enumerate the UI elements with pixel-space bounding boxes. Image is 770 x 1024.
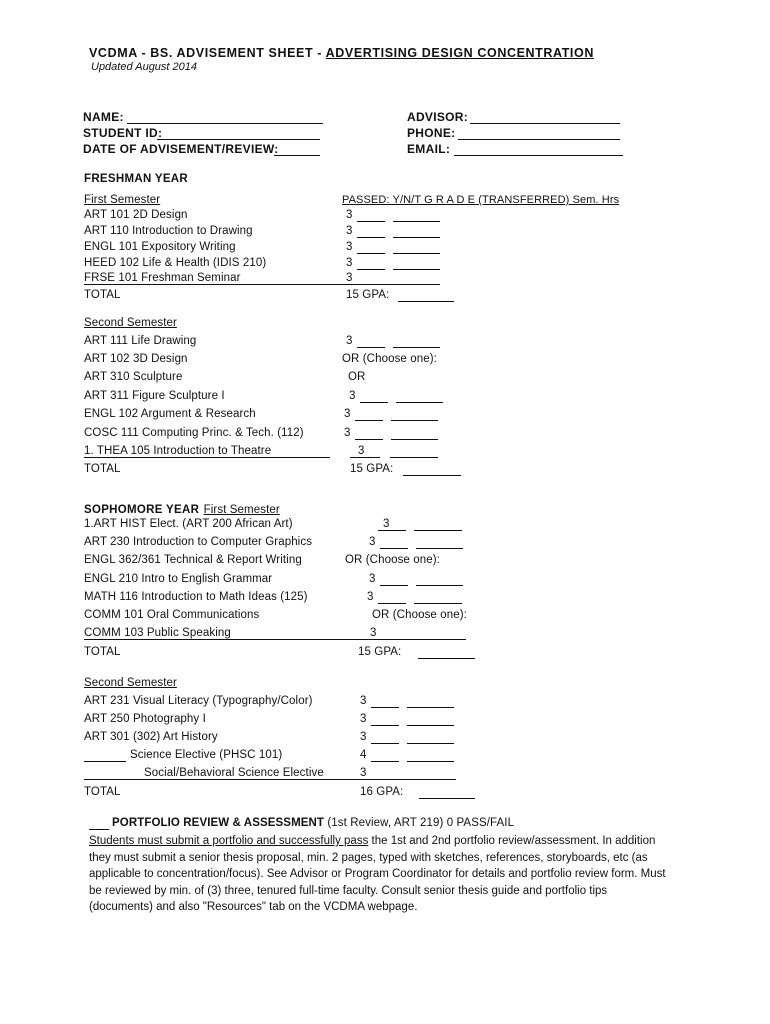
course-name: Social/Behavioral Science Elective [144, 767, 324, 779]
course-name: COSC 111 Computing Princ. & Tech. (112) [84, 427, 304, 439]
portfolio-check-blank[interactable] [89, 829, 109, 830]
passed-field[interactable] [357, 269, 385, 270]
course-name: ART 102 3D Design [84, 353, 188, 365]
portfolio-title-row [112, 817, 514, 829]
gpa-field[interactable] [398, 301, 454, 302]
course-hrs: 3 [369, 573, 376, 585]
course-hrs: 4 [360, 749, 367, 761]
course-hrs: 3 [346, 241, 353, 253]
name-label: NAME: [83, 110, 124, 124]
course-name: COMM 101 Oral Communications [84, 609, 260, 621]
portfolio-lead-underlined: Students must submit a portfolio and successfully pass [89, 835, 369, 847]
total-value: 15 GPA: [350, 463, 394, 475]
grade-field[interactable] [391, 439, 438, 440]
passed-field[interactable] [357, 253, 385, 254]
course-hrs: 3 [360, 731, 367, 743]
grade-field[interactable] [407, 761, 454, 762]
student-id-field[interactable] [157, 139, 320, 140]
updated-date: Updated August 2014 [91, 61, 198, 73]
gpa-field[interactable] [403, 475, 461, 476]
course-hrs: OR (Choose one): [345, 554, 440, 566]
course-name: 1.ART HIST Elect. (ART 200 African Art) [84, 518, 293, 530]
course-name: COMM 103 Public Speaking [84, 627, 231, 639]
date-label: DATE OF ADVISEMENT/REVIEW: [83, 142, 279, 156]
passed-field[interactable] [378, 603, 406, 604]
course-hrs: 3 [344, 408, 351, 420]
portfolio-body-text: review/assessment. In addition they must submit a senior thesis proposal, min. 2 pages, typed with sketches, references, storyboards, etc (as applicable to concentration/focus). See Advisor or Program Coordinator for details and portfolio review form. Must be reviewed by min. of (3) three, tenured full-time faculty. Consult senior thesis guide and portfolio tips (documents) and also "Resources" tab on the VCDMA webpage. [89, 835, 666, 913]
sophomore-heading-row [84, 500, 280, 518]
freshman-second-semester-label: Second Semester [84, 317, 177, 329]
course-name: 1. THEA 105 Introduction to Theatre [84, 445, 272, 457]
course-name: HEED 102 Life & Health (IDIS 210) [84, 257, 267, 269]
passed-field[interactable] [355, 439, 383, 440]
total-value: 15 GPA: [346, 289, 390, 301]
columns-header: PASSED: Y/N/T G R A D E (TRANSFERRED) Sem. Hrs [342, 194, 620, 206]
course-name: ART 101 2D Design [84, 209, 188, 221]
sophomore-first-semester-label: First Semester [203, 504, 280, 516]
advisor-field[interactable] [470, 123, 620, 124]
course-hrs: 3 [383, 518, 390, 530]
grade-field[interactable] [407, 743, 454, 744]
passed-field[interactable] [371, 707, 399, 708]
course-name: ART 230 Introduction to Computer Graphics [84, 536, 313, 548]
course-hrs: 3 [370, 627, 377, 639]
grade-field[interactable] [393, 237, 440, 238]
name-field[interactable] [127, 123, 323, 124]
total-label: TOTAL [84, 646, 121, 658]
grade-field[interactable] [390, 457, 438, 458]
passed-field[interactable] [357, 221, 385, 222]
course-name: ART 250 Photography I [84, 713, 206, 725]
course-hrs: 3 [369, 536, 376, 548]
course-hrs: 3 [346, 209, 353, 221]
portfolio-title-suffix: (1st Review, ART 219) 0 PASS/FAIL [324, 817, 515, 829]
gpa-field[interactable] [419, 798, 475, 799]
passed-field[interactable] [371, 761, 399, 762]
gpa-field[interactable] [418, 658, 475, 659]
grade-field[interactable] [414, 530, 462, 531]
sophomore-heading: SOPHOMORE YEAR [84, 504, 200, 516]
science-elective-blank[interactable] [84, 761, 126, 762]
grade-field[interactable] [391, 420, 438, 421]
total-label: TOTAL [84, 463, 121, 475]
course-name: ENGL 102 Argument & Research [84, 408, 256, 420]
grade-field[interactable] [407, 725, 454, 726]
advisor-label: ADVISOR: [407, 110, 469, 124]
course-name: MATH 116 Introduction to Math Ideas (125) [84, 591, 308, 603]
email-field[interactable] [454, 155, 623, 156]
title-prefix: VCDMA - BS. ADVISEMENT SHEET - [89, 46, 326, 60]
grade-field[interactable] [414, 603, 462, 604]
row-underline [84, 639, 466, 640]
course-name: ENGL 101 Expository Writing [84, 241, 236, 253]
total-label: TOTAL [84, 289, 121, 301]
sophomore-second-semester-label: Second Semester [84, 677, 177, 689]
course-name: ENGL 362/361 Technical & Report Writing [84, 554, 302, 566]
total-label: TOTAL [84, 786, 121, 798]
grade-field[interactable] [416, 548, 463, 549]
passed-field[interactable] [357, 347, 385, 348]
title-concentration: ADVERTISING DESIGN CONCENTRATION [325, 46, 594, 60]
row-underline [84, 457, 330, 458]
date-field[interactable] [274, 155, 320, 156]
course-hrs: OR (Choose one): [372, 609, 467, 621]
course-name: ART 111 Life Drawing [84, 335, 197, 347]
passed-field[interactable] [380, 548, 408, 549]
total-value: 15 GPA: [358, 646, 402, 658]
passed-field[interactable] [371, 725, 399, 726]
course-hrs: 3 [346, 272, 353, 284]
phone-field[interactable] [458, 139, 620, 140]
course-hrs: 3 [346, 225, 353, 237]
course-hrs: OR [348, 371, 366, 383]
course-hrs: OR (Choose one): [342, 353, 437, 365]
email-label: EMAIL: [407, 142, 451, 156]
total-value: 16 GPA: [360, 786, 404, 798]
passed-field[interactable] [380, 585, 408, 586]
course-hrs: 3 [344, 427, 351, 439]
course-hrs: 3 [367, 591, 374, 603]
passed-field[interactable] [350, 457, 380, 458]
course-hrs: 3 [360, 713, 367, 725]
course-hrs: 3 [349, 390, 356, 402]
freshman-heading: FRESHMAN YEAR [84, 173, 189, 185]
course-hrs: 3 [346, 335, 353, 347]
course-name: ART 311 Figure Sculpture I [84, 390, 225, 402]
course-name: ENGL 210 Intro to English Grammar [84, 573, 273, 585]
course-name: FRSE 101 Freshman Seminar [84, 272, 241, 284]
row-underline [84, 779, 456, 780]
course-name: ART 110 Introduction to Drawing [84, 225, 253, 237]
grade-field[interactable] [393, 347, 440, 348]
passed-field[interactable] [371, 743, 399, 744]
course-name: ART 310 Sculpture [84, 371, 183, 383]
portfolio-lead-rest: the 1st and 2nd portfolio [368, 835, 495, 847]
course-hrs: 3 [360, 767, 367, 779]
row-underline [84, 284, 440, 285]
course-hrs: 3 [360, 695, 367, 707]
course-name: ART 301 (302) Art History [84, 731, 218, 743]
course-hrs: 3 [358, 445, 365, 457]
page-title [89, 46, 594, 60]
portfolio-body [89, 833, 669, 916]
portfolio-title: PORTFOLIO REVIEW & ASSESSMENT [112, 817, 325, 829]
grade-field[interactable] [393, 221, 440, 222]
passed-field[interactable] [355, 420, 383, 421]
grade-field[interactable] [396, 402, 443, 403]
grade-field[interactable] [393, 269, 440, 270]
grade-field[interactable] [407, 707, 454, 708]
passed-field[interactable] [360, 402, 388, 403]
grade-field[interactable] [393, 253, 440, 254]
freshman-first-semester-label: First Semester [84, 194, 161, 206]
passed-field[interactable] [378, 530, 406, 531]
course-name: ART 231 Visual Literacy (Typography/Color) [84, 695, 313, 707]
grade-field[interactable] [416, 585, 463, 586]
course-name: Science Elective (PHSC 101) [130, 749, 283, 761]
phone-label: PHONE: [407, 126, 456, 140]
student-id-label: STUDENT ID: [83, 126, 163, 140]
passed-field[interactable] [357, 237, 385, 238]
course-hrs: 3 [346, 257, 353, 269]
